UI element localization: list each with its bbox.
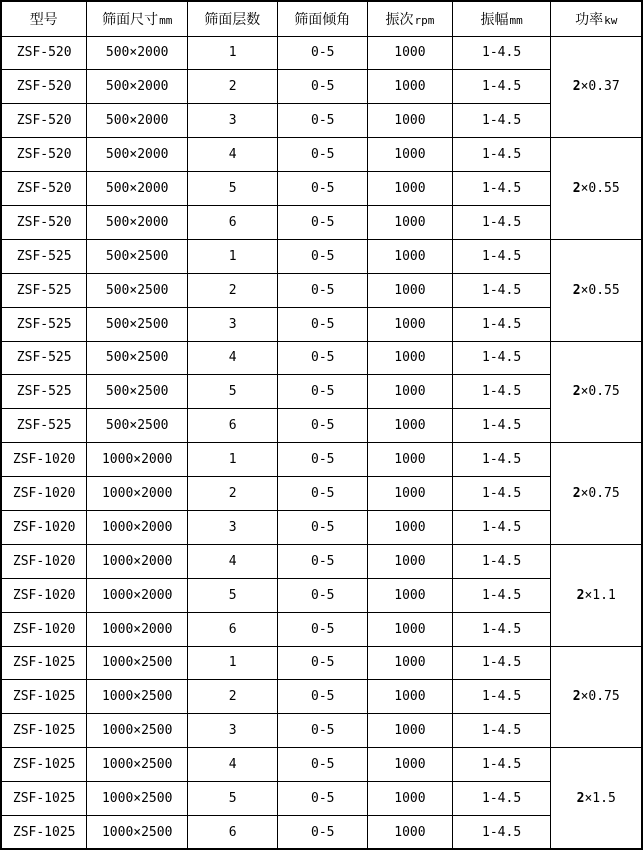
cell-power: 2×1.5: [551, 748, 642, 850]
cell-model: ZSF-1025: [1, 646, 87, 680]
header-unit: rpm: [414, 13, 435, 27]
cell-model: ZSF-1020: [1, 544, 87, 578]
cell-angle: 0-5: [278, 104, 368, 138]
cell-power: 2×0.55: [551, 239, 642, 341]
table-row: [1, 680, 642, 714]
cell-rpm: 1000: [368, 714, 453, 748]
cell-model: ZSF-1025: [1, 782, 87, 816]
table-row: [1, 714, 642, 748]
cell-amplitude: 1-4.5: [452, 782, 551, 816]
cell-angle: 0-5: [278, 510, 368, 544]
cell-layers: 5: [188, 782, 278, 816]
cell-angle: 0-5: [278, 646, 368, 680]
cell-amplitude: 1-4.5: [452, 748, 551, 782]
cell-amplitude: 1-4.5: [452, 477, 551, 511]
cell-angle: 0-5: [278, 375, 368, 409]
table-row: [1, 205, 642, 239]
table-row: [1, 578, 642, 612]
cell-rpm: 1000: [368, 172, 453, 206]
cell-angle: 0-5: [278, 443, 368, 477]
table-row: [1, 612, 642, 646]
cell-rpm: 1000: [368, 375, 453, 409]
header-label: 筛面倾角: [294, 11, 351, 28]
cell-rpm: 1000: [368, 341, 453, 375]
table-body: [1, 36, 642, 849]
header-label: 振幅: [480, 11, 509, 28]
header-label: 筛面层数: [204, 11, 261, 28]
cell-layers: 4: [188, 748, 278, 782]
cell-model: ZSF-525: [1, 273, 87, 307]
cell-amplitude: 1-4.5: [452, 239, 551, 273]
cell-screen-size: 500×2000: [87, 104, 188, 138]
cell-model: ZSF-1025: [1, 815, 87, 849]
table-row: [1, 172, 642, 206]
cell-model: ZSF-1020: [1, 578, 87, 612]
cell-layers: 1: [188, 646, 278, 680]
cell-power: 2×0.75: [551, 443, 642, 545]
cell-angle: 0-5: [278, 409, 368, 443]
cell-amplitude: 1-4.5: [452, 680, 551, 714]
cell-layers: 3: [188, 104, 278, 138]
table-row: [1, 70, 642, 104]
table-row: [1, 341, 642, 375]
cell-model: ZSF-1020: [1, 612, 87, 646]
cell-rpm: 1000: [368, 273, 453, 307]
cell-amplitude: 1-4.5: [452, 138, 551, 172]
table-row: [1, 815, 642, 849]
cell-angle: 0-5: [278, 307, 368, 341]
cell-rpm: 1000: [368, 138, 453, 172]
cell-layers: 5: [188, 375, 278, 409]
cell-layers: 6: [188, 409, 278, 443]
cell-amplitude: 1-4.5: [452, 612, 551, 646]
header-cell-amplitude: [452, 1, 551, 36]
cell-model: ZSF-520: [1, 36, 87, 70]
cell-layers: 1: [188, 239, 278, 273]
table-header: [1, 1, 642, 36]
cell-screen-size: 500×2000: [87, 205, 188, 239]
cell-amplitude: 1-4.5: [452, 714, 551, 748]
table-row: [1, 510, 642, 544]
cell-layers: 6: [188, 205, 278, 239]
cell-amplitude: 1-4.5: [452, 104, 551, 138]
cell-layers: 2: [188, 680, 278, 714]
cell-rpm: 1000: [368, 578, 453, 612]
table-row: [1, 307, 642, 341]
header-label: 型号: [29, 11, 58, 28]
cell-angle: 0-5: [278, 36, 368, 70]
header-label: 筛面尺寸: [102, 11, 159, 28]
cell-amplitude: 1-4.5: [452, 578, 551, 612]
cell-rpm: 1000: [368, 782, 453, 816]
cell-power: 2×1.1: [551, 544, 642, 646]
table-row: [1, 239, 642, 273]
cell-layers: 3: [188, 307, 278, 341]
cell-amplitude: 1-4.5: [452, 341, 551, 375]
cell-screen-size: 1000×2000: [87, 578, 188, 612]
table-row: [1, 748, 642, 782]
cell-rpm: 1000: [368, 239, 453, 273]
table-row: [1, 104, 642, 138]
cell-rpm: 1000: [368, 443, 453, 477]
cell-model: ZSF-520: [1, 70, 87, 104]
cell-layers: 1: [188, 36, 278, 70]
cell-screen-size: 500×2000: [87, 36, 188, 70]
table-row: [1, 443, 642, 477]
table-row: [1, 646, 642, 680]
cell-rpm: 1000: [368, 477, 453, 511]
cell-layers: 4: [188, 544, 278, 578]
cell-amplitude: 1-4.5: [452, 375, 551, 409]
cell-rpm: 1000: [368, 815, 453, 849]
cell-power: 2×0.37: [551, 36, 642, 138]
cell-screen-size: 500×2500: [87, 239, 188, 273]
cell-rpm: 1000: [368, 307, 453, 341]
cell-angle: 0-5: [278, 680, 368, 714]
cell-screen-size: 500×2500: [87, 409, 188, 443]
cell-screen-size: 500×2500: [87, 375, 188, 409]
cell-layers: 2: [188, 70, 278, 104]
cell-screen-size: 1000×2500: [87, 646, 188, 680]
cell-model: ZSF-1020: [1, 443, 87, 477]
cell-angle: 0-5: [278, 544, 368, 578]
table-row: [1, 375, 642, 409]
cell-model: ZSF-1025: [1, 748, 87, 782]
cell-layers: 5: [188, 578, 278, 612]
cell-screen-size: 1000×2500: [87, 815, 188, 849]
cell-layers: 2: [188, 477, 278, 511]
header-cell-layers: [188, 1, 278, 36]
cell-rpm: 1000: [368, 680, 453, 714]
cell-layers: 6: [188, 815, 278, 849]
table-row: [1, 138, 642, 172]
cell-layers: 3: [188, 510, 278, 544]
cell-amplitude: 1-4.5: [452, 273, 551, 307]
header-cell-rpm: [368, 1, 453, 36]
cell-angle: 0-5: [278, 205, 368, 239]
cell-screen-size: 1000×2000: [87, 477, 188, 511]
header-cell-screen-size: [87, 1, 188, 36]
cell-model: ZSF-525: [1, 409, 87, 443]
cell-model: ZSF-1025: [1, 714, 87, 748]
cell-amplitude: 1-4.5: [452, 36, 551, 70]
cell-amplitude: 1-4.5: [452, 544, 551, 578]
table-row: [1, 273, 642, 307]
cell-model: ZSF-1025: [1, 680, 87, 714]
cell-model: ZSF-1020: [1, 477, 87, 511]
header-unit: kw: [604, 13, 618, 27]
cell-rpm: 1000: [368, 36, 453, 70]
cell-angle: 0-5: [278, 172, 368, 206]
cell-angle: 0-5: [278, 341, 368, 375]
cell-model: ZSF-525: [1, 239, 87, 273]
cell-screen-size: 500×2000: [87, 70, 188, 104]
cell-screen-size: 500×2000: [87, 138, 188, 172]
table-row: [1, 782, 642, 816]
cell-model: ZSF-520: [1, 104, 87, 138]
cell-amplitude: 1-4.5: [452, 307, 551, 341]
cell-angle: 0-5: [278, 70, 368, 104]
cell-power: 2×0.75: [551, 341, 642, 443]
cell-layers: 4: [188, 341, 278, 375]
header-cell-model: [1, 1, 87, 36]
cell-screen-size: 1000×2500: [87, 714, 188, 748]
cell-rpm: 1000: [368, 748, 453, 782]
cell-screen-size: 1000×2000: [87, 510, 188, 544]
cell-rpm: 1000: [368, 104, 453, 138]
cell-layers: 6: [188, 612, 278, 646]
cell-rpm: 1000: [368, 510, 453, 544]
cell-angle: 0-5: [278, 239, 368, 273]
cell-layers: 3: [188, 714, 278, 748]
cell-angle: 0-5: [278, 714, 368, 748]
cell-screen-size: 1000×2000: [87, 443, 188, 477]
cell-model: ZSF-520: [1, 172, 87, 206]
table-row: [1, 544, 642, 578]
cell-amplitude: 1-4.5: [452, 205, 551, 239]
cell-screen-size: 500×2500: [87, 341, 188, 375]
cell-angle: 0-5: [278, 612, 368, 646]
cell-layers: 2: [188, 273, 278, 307]
cell-power: 2×0.55: [551, 138, 642, 240]
cell-screen-size: 500×2500: [87, 307, 188, 341]
cell-model: ZSF-1020: [1, 510, 87, 544]
cell-screen-size: 1000×2500: [87, 680, 188, 714]
header-cell-angle: [278, 1, 368, 36]
header-unit: mm: [159, 13, 173, 27]
cell-screen-size: 500×2500: [87, 273, 188, 307]
header-row: [1, 1, 642, 36]
table-row: [1, 409, 642, 443]
cell-amplitude: 1-4.5: [452, 510, 551, 544]
cell-angle: 0-5: [278, 273, 368, 307]
cell-rpm: 1000: [368, 409, 453, 443]
cell-power: 2×0.75: [551, 646, 642, 748]
cell-layers: 4: [188, 138, 278, 172]
cell-layers: 5: [188, 172, 278, 206]
cell-angle: 0-5: [278, 782, 368, 816]
cell-angle: 0-5: [278, 138, 368, 172]
cell-layers: 1: [188, 443, 278, 477]
cell-angle: 0-5: [278, 578, 368, 612]
cell-rpm: 1000: [368, 70, 453, 104]
cell-model: ZSF-525: [1, 307, 87, 341]
cell-screen-size: 500×2000: [87, 172, 188, 206]
cell-rpm: 1000: [368, 612, 453, 646]
cell-rpm: 1000: [368, 205, 453, 239]
table-row: [1, 477, 642, 511]
cell-amplitude: 1-4.5: [452, 815, 551, 849]
header-unit: mm: [509, 13, 523, 27]
cell-model: ZSF-525: [1, 341, 87, 375]
cell-rpm: 1000: [368, 646, 453, 680]
cell-screen-size: 1000×2500: [87, 782, 188, 816]
cell-angle: 0-5: [278, 815, 368, 849]
cell-screen-size: 1000×2500: [87, 748, 188, 782]
header-label: 振次: [385, 11, 414, 28]
cell-model: ZSF-520: [1, 205, 87, 239]
cell-amplitude: 1-4.5: [452, 409, 551, 443]
cell-angle: 0-5: [278, 477, 368, 511]
cell-amplitude: 1-4.5: [452, 443, 551, 477]
header-cell-power: [551, 1, 642, 36]
cell-model: ZSF-520: [1, 138, 87, 172]
cell-screen-size: 1000×2000: [87, 612, 188, 646]
cell-amplitude: 1-4.5: [452, 646, 551, 680]
cell-amplitude: 1-4.5: [452, 70, 551, 104]
cell-model: ZSF-525: [1, 375, 87, 409]
cell-rpm: 1000: [368, 544, 453, 578]
cell-angle: 0-5: [278, 748, 368, 782]
header-label: 功率: [575, 11, 604, 28]
cell-screen-size: 1000×2000: [87, 544, 188, 578]
cell-amplitude: 1-4.5: [452, 172, 551, 206]
table-row: [1, 36, 642, 70]
